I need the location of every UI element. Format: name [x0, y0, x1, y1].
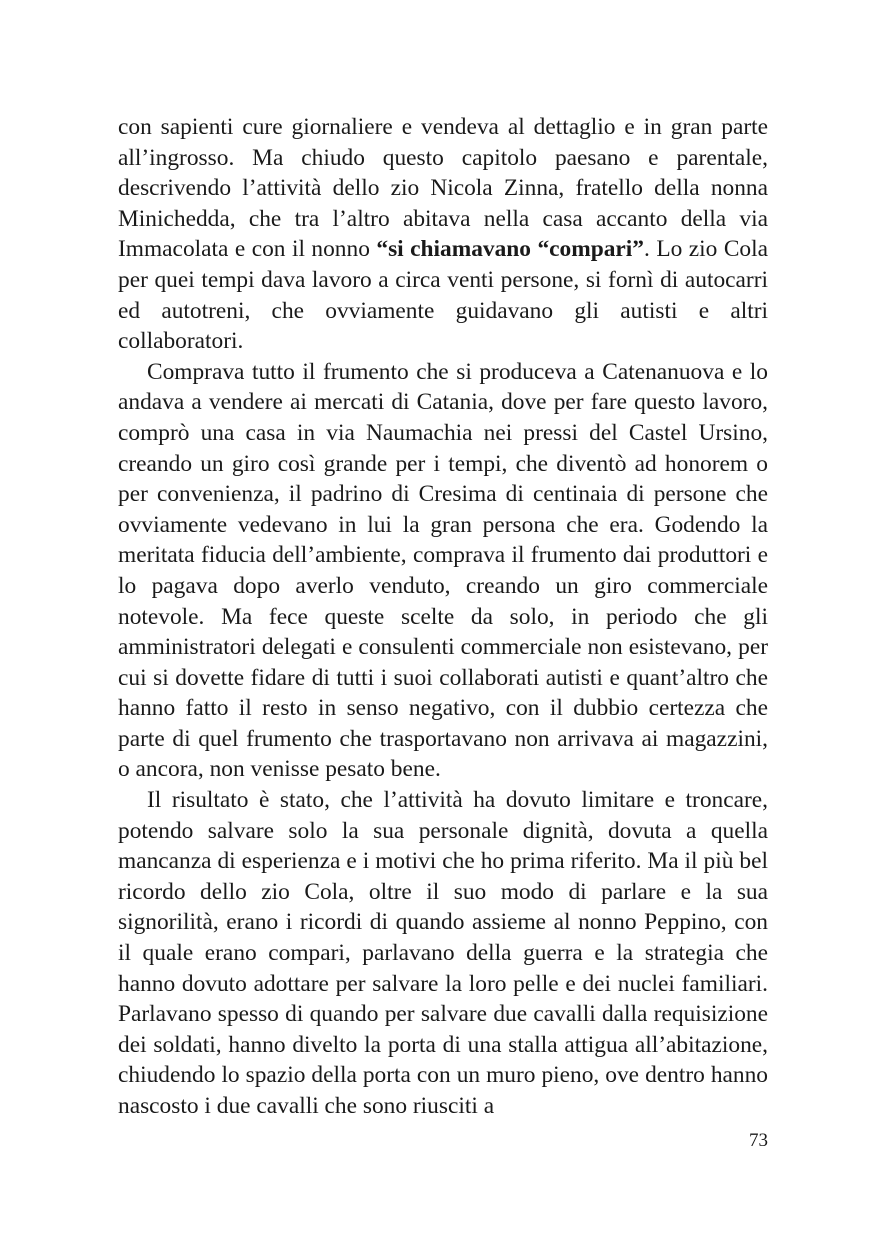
paragraph-1-bold-phrase: “si chiamavano “compari” — [376, 236, 645, 263]
paragraph-3: Il risultato è stato, che l’attività ha dovuto limitare e troncare, potendo salvare solo la sua personale dignità, dovuta a quella mancanza di esperienza e i motivi che ho prima riferito. Ma il più bel ricordo dello zio Cola, oltre il suo modo di parlare e la sua signorilità, erano i ricordi di quando assieme al nonno Peppino, con il quale erano compari, parlavano della guerra e la strategia che hanno dovuto adottare per salvare la loro pelle e dei nuclei familiari. Parlavano spesso di quando per salvare due cavalli dalla requisizione dei soldati, hanno divelto la porta di una stalla attigua all’abitazione, chiudendo lo spazio della porta con un muro pieno, ove dentro hanno nascosto i due cavalli che sono riusciti a — [118, 787, 768, 1119]
paragraph-1-text-after: . Lo zio Cola per quei tempi dava lavoro a circa venti persone, si fornì di autocarri ed autotreni, che ovviamente guidavano gli autisti e altri collaboratori. — [118, 236, 769, 355]
page-number: 73 — [749, 1130, 768, 1151]
paragraph-2: Comprava tutto il frumento che si produceva a Catenanuova e lo andava a vendere ai mercati di Catania, dove per fare questo lavoro, comprò una casa in via Naumachia nei pressi del Castel Ursino, creando un giro così grande per i tempi, che diventò ad honorem o per convenienza, il padrino di Cresima di centinaia di persone che ovviamente vedevano in lui la gran persona che era. Godendo la meritata fiducia dell’ambiente, comprava il frumento dai produttori e lo pagava dopo averlo venduto, creando un giro commerciale notevole. Ma fece queste scelte da solo, in periodo che gli amministratori delegati e consulenti commerciale non esistevano, per cui si dovette fidare di tutti i suoi collaborati autisti e quant’altro che hanno fatto il resto in senso negativo, con il dubbio certezza che parte di quel frumento che trasportavano non arrivava ai magazzini, o ancora, non venisse pesato bene. — [118, 358, 768, 783]
paragraph-1-text-before: con sapienti cure giornaliere e vendeva al dettaglio e in gran parte all’ingrosso. Ma chiudo questo capitolo paesano e parentale, descrivendo l’attività dello zio Nicola Zinna, fratello della nonna Minichedda, che tra l’altro abitava nella casa accanto della via Immacolata e con il nonno — [118, 114, 768, 263]
body-text — [118, 112, 768, 1122]
paragraph-continued — [118, 112, 768, 357]
